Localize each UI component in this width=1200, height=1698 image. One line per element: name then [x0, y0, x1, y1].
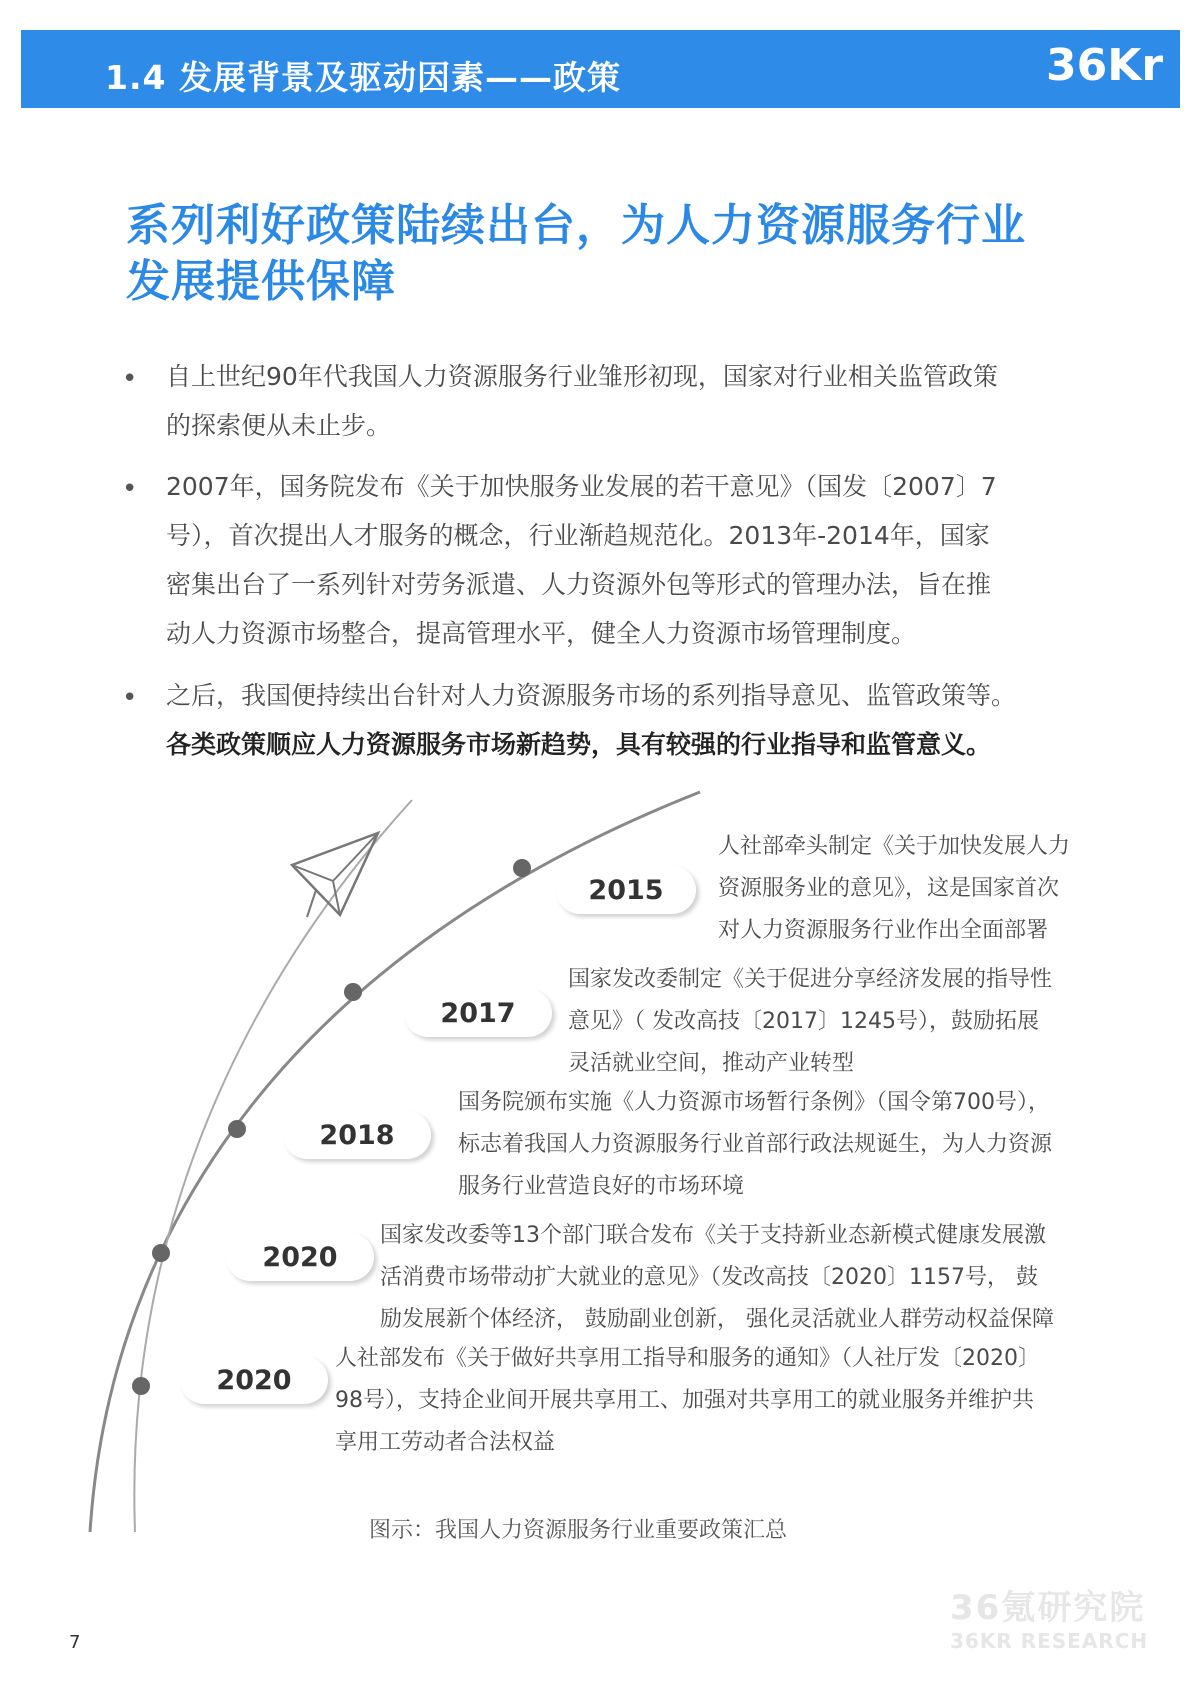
timeline-dot-2020b	[132, 1377, 150, 1395]
event-2017-line-1: 国家发改委制定《关于促进分享经济发展的指导性	[568, 967, 1053, 992]
bullet-2-line-4: 动人力资源市场整合，提高管理水平，健全人力资源市场管理制度。	[166, 619, 917, 648]
event-2018-line-2: 标志着我国人力资源服务行业首部行政法规诞生，为人力资源	[458, 1132, 1053, 1157]
bullet-dot-3: •	[122, 683, 138, 713]
event-2017-line-3: 灵活就业空间，推动产业转型	[568, 1051, 855, 1076]
paper-plane-icon	[292, 833, 378, 917]
page-number: 7	[69, 1632, 81, 1653]
bullet-1-line-2: 的探索便从未止步。	[166, 411, 392, 440]
year-pill-2017: 2017	[404, 989, 552, 1037]
section-title: 1.4 发展背景及驱动因素——政策	[105, 58, 621, 97]
event-2020a-line-3: 励发展新个体经济， 鼓励副业创新， 强化灵活就业人群劳动权益保障	[380, 1307, 1054, 1332]
event-2020b-line-3: 享用工劳动者合法权益	[335, 1430, 556, 1455]
timeline-dot-2018	[228, 1120, 246, 1138]
main-heading-line-2: 发展提供保障	[126, 256, 396, 307]
year-pill-2015: 2015	[556, 866, 696, 914]
event-text-2020b	[335, 1338, 1175, 1464]
year-pill-2018: 2018	[283, 1111, 431, 1159]
event-2018-line-1: 国务院颁布实施《人力资源市场暂行条例》（国令第700号），	[458, 1090, 1050, 1115]
bullet-paragraph-1	[166, 352, 1106, 450]
event-text-2015	[718, 826, 1158, 952]
bullet-2-line-1: 2007年，国务院发布《关于加快服务业发展的若干意见》（国发〔2007〕7	[166, 472, 997, 501]
bullet-1-line-1: 自上世纪90年代我国人力资源服务行业雏形初现，国家对行业相关监管政策	[166, 362, 998, 391]
watermark-line-2: 36KR RESEARCH	[950, 1629, 1149, 1653]
year-pill-2020a: 2020	[226, 1233, 374, 1281]
event-2015-line-2: 资源服务业的意见》，这是国家首次	[718, 876, 1060, 901]
timeline-dot-2020a	[152, 1244, 170, 1262]
figure-caption: 图示：我国人力资源服务行业重要政策汇总	[369, 1518, 788, 1543]
event-2017-line-2: 意见》（ 发改高技〔2017〕1245号），鼓励拓展	[568, 1009, 1039, 1034]
bullet-2-line-3: 密集出台了一系列针对劳务派遣、人力资源外包等形式的管理办法，旨在推	[166, 570, 992, 599]
event-text-2020a	[380, 1215, 1180, 1341]
bullet-paragraph-2	[166, 462, 1106, 658]
bullet-3-line-1: 之后，我国便持续出台针对人力资源服务市场的系列指导意见、监管政策等。	[166, 681, 1017, 710]
watermark	[950, 1580, 1148, 1653]
36kr-logo	[1040, 30, 1180, 108]
timeline-dot-2017	[344, 983, 362, 1001]
event-text-2018	[458, 1082, 1178, 1208]
logo-text-36: 36Kr	[1046, 40, 1164, 91]
watermark-line-1: 36氪研究院	[950, 1588, 1146, 1628]
event-2015-line-3: 对人力资源服务行业作出全面部署	[718, 918, 1049, 943]
event-text-2017	[568, 959, 1168, 1085]
bullet-dot-1: •	[122, 364, 138, 394]
timeline-dot-2015	[513, 859, 531, 877]
bullet-2-line-2: 号），首次提出人才服务的概念，行业渐趋规范化。2013年-2014年，国家	[166, 521, 990, 550]
event-2020b-line-1: 人社部发布《关于做好共享用工指导和服务的通知》（人社厅发〔2020〕	[335, 1346, 1040, 1371]
event-2020b-line-2: 98号），支持企业间开展共享用工、加强对共享用工的就业服务并维护共	[335, 1388, 1034, 1413]
event-2020a-line-2: 活消费市场带动扩大就业的意见》（发改高技〔2020〕1157号， 鼓	[380, 1265, 1038, 1290]
event-2018-line-3: 服务行业营造良好的市场环境	[458, 1174, 745, 1199]
bullet-3-line-2: 各类政策顺应人力资源服务市场新趋势，具有较强的行业指导和监管意义。	[166, 730, 992, 759]
year-pill-2020b: 2020	[180, 1356, 328, 1404]
main-heading-line-1: 系列利好政策陆续出台，为人力资源服务行业	[126, 200, 1026, 251]
event-2015-line-1: 人社部牵头制定《关于加快发展人力	[718, 834, 1071, 859]
event-2020a-line-1: 国家发改委等13个部门联合发布《关于支持新业态新模式健康发展激	[380, 1223, 1046, 1248]
bullet-paragraph-3	[166, 671, 1106, 769]
bullet-dot-2: •	[122, 474, 138, 504]
main-heading	[126, 198, 1126, 310]
